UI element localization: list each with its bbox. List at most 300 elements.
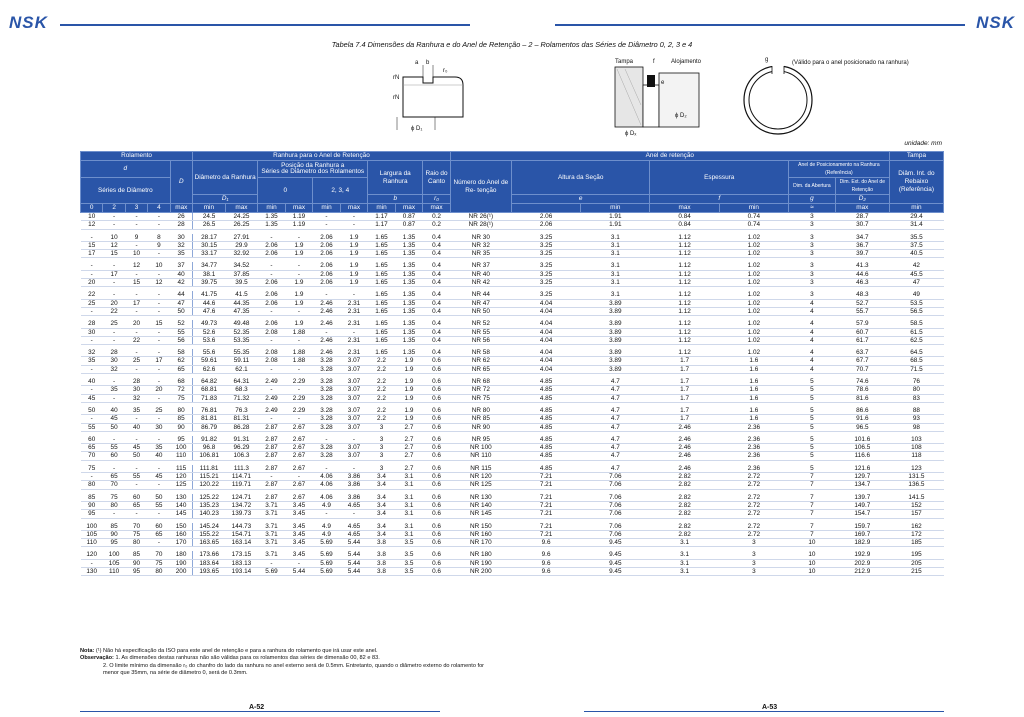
table-cell: 3.89 (581, 357, 650, 365)
table-cell: - (285, 307, 313, 315)
table-cell: 2.06 (313, 234, 341, 242)
table-cell: 17 (81, 250, 103, 258)
table-cell: 106.3 (225, 452, 258, 460)
table-cell: 2.87 (258, 465, 286, 473)
table-cell: 103 (889, 436, 943, 444)
table-cell: 3.5 (395, 559, 423, 567)
table-cell: 0.4 (423, 279, 451, 287)
note-line (80, 648, 944, 655)
table-cell: 0.6 (423, 523, 451, 531)
table-cell: - (340, 291, 368, 299)
table-cell: 22 (125, 336, 147, 344)
table-cell: 0.4 (423, 241, 451, 249)
table-cell: - (258, 386, 286, 394)
table-cell: 30.7 (835, 221, 889, 229)
table-cell: 9.6 (511, 551, 580, 559)
table-cell: 7 (788, 530, 835, 538)
table-cell: 0.6 (423, 415, 451, 423)
table-cell: 17 (103, 270, 125, 278)
table-cell: 2.67 (285, 452, 313, 460)
table-cell: 4.04 (511, 320, 580, 328)
table-cell: - (148, 510, 170, 518)
table-cell: 12 (103, 241, 125, 249)
label-d1: ϕ D₁ (411, 126, 423, 132)
table-cell: 9 (148, 241, 170, 249)
table-cell: 3.1 (395, 523, 423, 531)
table-cell: 0.4 (423, 234, 451, 242)
table-cell: 10 (81, 213, 103, 221)
table-cell: - (340, 328, 368, 336)
table-cell: 3.8 (368, 559, 396, 567)
table-cell: 24.5 (193, 213, 226, 221)
table-cell: 4 (788, 320, 835, 328)
table-cell: 124.71 (225, 494, 258, 502)
table-cell: 1.65 (368, 234, 396, 242)
table-cell: 41.75 (193, 291, 226, 299)
table-cell: 2.2 (368, 394, 396, 402)
table-cell: 80 (103, 501, 125, 509)
table-cell: 173.15 (225, 551, 258, 559)
table-cell: 190 (170, 559, 192, 567)
table-cell: 3.1 (395, 530, 423, 538)
table-cell: NR 52 (450, 320, 511, 328)
table-cell: 7.21 (511, 530, 580, 538)
nota-label: Nota: (80, 648, 95, 654)
table-cell: 15 (81, 241, 103, 249)
table-cell: 182.9 (835, 539, 889, 547)
table-cell: 2.29 (285, 378, 313, 386)
table-cell: 0.6 (423, 510, 451, 518)
table-cell: 3.1 (581, 291, 650, 299)
table-cell: - (81, 365, 103, 373)
table-cell: 59.61 (193, 357, 226, 365)
table-cell: 1.35 (395, 250, 423, 258)
table-cell: 3.45 (285, 530, 313, 538)
table-cell: 30.15 (193, 241, 226, 249)
table-cell: 60 (103, 452, 125, 460)
table-cell: - (125, 436, 147, 444)
table-cell: 3.86 (340, 494, 368, 502)
table-cell: 86.79 (193, 423, 226, 431)
table-cell: 36.7 (835, 241, 889, 249)
nota-text: (¹) Não há especificação da ISO para este anel de retenção e para a ranhura do rolamento que irá usar este anel. (95, 648, 378, 654)
table-cell: 149.7 (835, 501, 889, 509)
table-cell: 67.7 (835, 357, 889, 365)
table-cell: 44 (170, 291, 192, 299)
table-cell: 45 (148, 473, 170, 481)
label-f: f (653, 59, 655, 65)
table-cell: 3.45 (285, 501, 313, 509)
table-cell: 41.5 (225, 291, 258, 299)
table-cell: 98 (889, 423, 943, 431)
table-cell: 3.28 (313, 444, 341, 452)
table-cell: 96.5 (835, 423, 889, 431)
table-cell: 1.9 (285, 291, 313, 299)
table-cell: NR 30 (450, 234, 511, 242)
table-cell: - (285, 559, 313, 567)
header-f: f (650, 195, 789, 204)
header-anel: Anel de retenção (450, 152, 889, 161)
subheader-row (81, 204, 944, 213)
table-cell: 3.1 (650, 559, 719, 567)
table-cell: 0.6 (423, 494, 451, 502)
table-cell: 80 (148, 567, 170, 575)
table-cell: 33.17 (193, 250, 226, 258)
table-cell: 2.2 (368, 365, 396, 373)
brand-logo-left: NSK (9, 13, 48, 32)
table-cell: 44.6 (835, 270, 889, 278)
table-cell: 1.65 (368, 349, 396, 357)
table-cell: 2.06 (258, 320, 286, 328)
table-cell: - (148, 328, 170, 336)
table-cell: 32.92 (225, 250, 258, 258)
table-cell: 1.9 (340, 262, 368, 270)
table-cell: 1.6 (719, 365, 788, 373)
table-cell: 91.6 (835, 415, 889, 423)
table-cell: 3.28 (313, 394, 341, 402)
table-cell: 5 (788, 423, 835, 431)
table-cell: - (148, 481, 170, 489)
table-cell: 3.86 (340, 473, 368, 481)
header-anel-pos: Anel de Posicionamento na Ranhura (Referência) (788, 161, 889, 178)
table-cell: - (313, 436, 341, 444)
table-cell: 55.7 (835, 307, 889, 315)
table-cell: 70.7 (835, 365, 889, 373)
table-cell: 40 (81, 378, 103, 386)
table-cell: 1.9 (285, 279, 313, 287)
table-cell: 115.21 (193, 473, 226, 481)
table-cell: 180 (170, 551, 192, 559)
table-cell: 32 (125, 394, 147, 402)
table-cell: 85 (170, 415, 192, 423)
table-cell: 1.9 (340, 270, 368, 278)
table-cell: NR 44 (450, 291, 511, 299)
housing-figure (595, 55, 715, 137)
table-cell: 7.21 (511, 501, 580, 509)
table-cell: 15 (125, 279, 147, 287)
table-cell: 3 (788, 262, 835, 270)
table-cell: 0.4 (423, 336, 451, 344)
table-cell: 0.4 (423, 320, 451, 328)
table-cell: 0.87 (395, 213, 423, 221)
table-cell: - (258, 262, 286, 270)
table-cell: 31.4 (889, 221, 943, 229)
table-cell: 32 (81, 349, 103, 357)
table-cell: 1.88 (285, 349, 313, 357)
table-cell: 2.72 (719, 501, 788, 509)
table-cell: 120 (81, 551, 103, 559)
header-posicao-label: Posição da Ranhura a (281, 161, 345, 169)
table-cell: 1.12 (650, 328, 719, 336)
table-cell: - (103, 436, 125, 444)
table-cell: 0.4 (423, 250, 451, 258)
groove-ring-table (80, 151, 944, 576)
table-cell: 70 (125, 523, 147, 531)
table-cell: 75 (125, 530, 147, 538)
table-cell: 2.29 (285, 394, 313, 402)
table-cell: - (340, 436, 368, 444)
header-d: d (81, 161, 171, 178)
table-cell: 4.85 (511, 444, 580, 452)
table-cell: 3 (368, 452, 396, 460)
table-cell: 35 (148, 444, 170, 452)
table-cell: 2.67 (285, 444, 313, 452)
table-cell: 3.07 (340, 386, 368, 394)
table-cell: 45.5 (889, 270, 943, 278)
table-cell: 85 (125, 551, 147, 559)
footer-rule-left (80, 711, 440, 712)
table-cell: 2.87 (258, 494, 286, 502)
table-cell: 1.88 (285, 357, 313, 365)
table-cell: 154.71 (225, 530, 258, 538)
table-cell: - (125, 365, 147, 373)
label-dx: ϕ Dₓ (625, 131, 637, 137)
subheader-cell: min (258, 204, 286, 213)
page-number-right: A-53 (762, 704, 778, 711)
table-cell: 1.35 (395, 299, 423, 307)
table-cell: 1.12 (650, 234, 719, 242)
table-cell: 25 (125, 357, 147, 365)
header-numero: Número do Anel de Re- tenção (450, 161, 511, 213)
table-cell: 3 (368, 436, 396, 444)
table-cell: 3.89 (581, 349, 650, 357)
table-cell: NR 180 (450, 551, 511, 559)
table-cell: 0.6 (423, 551, 451, 559)
table-cell: 193.14 (225, 567, 258, 575)
table-cell: 81.31 (225, 415, 258, 423)
table-cell: 50 (125, 452, 147, 460)
table-cell: 1.7 (650, 365, 719, 373)
table-cell: 40 (103, 407, 125, 415)
table-cell: 28 (170, 221, 192, 229)
table-cell: 1.35 (258, 213, 286, 221)
table-cell: 70 (81, 452, 103, 460)
table-cell: 2.82 (650, 481, 719, 489)
table-cell: 1.6 (719, 378, 788, 386)
table-cell: 202.9 (835, 559, 889, 567)
table-cell: 4.9 (313, 523, 341, 531)
table-cell: 5 (788, 386, 835, 394)
table-cell: 68.5 (889, 357, 943, 365)
table-cell: 5 (788, 436, 835, 444)
table-cell: 1.9 (395, 357, 423, 365)
table-cell: 7 (788, 523, 835, 531)
table-cell: 8 (148, 234, 170, 242)
header-diam-int: Diâm. Int. do Rebaixo (Referência) (889, 161, 943, 204)
table-cell: 55.6 (193, 349, 226, 357)
header-dim-ext: Dim. Ext. do Anel de Retenção (835, 178, 889, 195)
table-cell: - (125, 241, 147, 249)
table-cell: 3.1 (650, 539, 719, 547)
table-cell: 141.5 (889, 494, 943, 502)
label-r0: r₀ (443, 68, 448, 74)
table-cell: 40.5 (889, 250, 943, 258)
table-cell: 1.12 (650, 299, 719, 307)
table-cell: 1.9 (395, 407, 423, 415)
table-cell: 45 (81, 394, 103, 402)
table-cell: 2.82 (650, 501, 719, 509)
table-cell: 64.82 (193, 378, 226, 386)
table-cell: 76.3 (225, 407, 258, 415)
table-cell: 35.5 (889, 234, 943, 242)
table-cell: - (285, 234, 313, 242)
table-cell: - (103, 279, 125, 287)
table-cell: 144.73 (225, 523, 258, 531)
label-b: b (426, 60, 430, 66)
table-cell: 76.81 (193, 407, 226, 415)
table-cell: 3.25 (511, 279, 580, 287)
table-cell: 29.4 (889, 213, 943, 221)
table-cell: 3.1 (650, 567, 719, 575)
table-cell: 4.85 (511, 394, 580, 402)
table-cell: 25 (103, 320, 125, 328)
table-cell: 145.24 (193, 523, 226, 531)
table-cell: - (103, 262, 125, 270)
table-cell: - (125, 415, 147, 423)
table-cell: 3.5 (395, 567, 423, 575)
table-cell: 4.7 (581, 378, 650, 386)
table-cell: 60.7 (835, 328, 889, 336)
table-cell: 4.06 (313, 473, 341, 481)
table-cell: 32 (103, 365, 125, 373)
table-cell: - (313, 221, 341, 229)
header-series-rolamentos: Séries de Diâmetro dos Rolamentos (261, 168, 365, 175)
table-cell: 212.9 (835, 567, 889, 575)
table-cell: 52.35 (225, 328, 258, 336)
table-cell: 75 (170, 394, 192, 402)
table-cell: 3.28 (313, 365, 341, 373)
subheader-cell: min (193, 204, 226, 213)
table-cell: - (258, 234, 286, 242)
table-cell: 34.77 (193, 262, 226, 270)
table-cell: 172 (889, 530, 943, 538)
table-cell: 5 (788, 465, 835, 473)
table-cell: 7.06 (581, 481, 650, 489)
table-cell: 0.6 (423, 452, 451, 460)
table-cell: - (340, 465, 368, 473)
table-cell: 134.7 (835, 481, 889, 489)
table-cell: - (81, 270, 103, 278)
table-cell: 0.4 (423, 349, 451, 357)
table-cell: 3.28 (313, 452, 341, 460)
table-cell: - (125, 270, 147, 278)
table-cell: - (258, 336, 286, 344)
table-cell: 3.45 (285, 539, 313, 547)
table-cell: - (81, 415, 103, 423)
table-cell: 39.75 (193, 279, 226, 287)
table-cell: 110 (103, 567, 125, 575)
table-cell: NR 26(¹) (450, 213, 511, 221)
table-cell: 7.21 (511, 510, 580, 518)
table-cell: 4.04 (511, 299, 580, 307)
table-cell: 1.9 (340, 279, 368, 287)
table-cell: 80 (125, 539, 147, 547)
table-cell: 56 (170, 336, 192, 344)
table-cell: NR 110 (450, 452, 511, 460)
table-cell: 1.9 (285, 250, 313, 258)
table-cell: 3.5 (395, 539, 423, 547)
table-cell: - (148, 539, 170, 547)
table-cell: 10 (148, 262, 170, 270)
table-cell: 91.82 (193, 436, 226, 444)
label-d2: ϕ D₂ (675, 113, 687, 119)
table-cell: 65 (103, 473, 125, 481)
table-cell: 22 (81, 291, 103, 299)
table-row (81, 494, 944, 502)
table-cell: 50 (81, 407, 103, 415)
table-cell: 0.6 (423, 539, 451, 547)
table-cell: 2.2 (368, 357, 396, 365)
table-cell: 3.45 (285, 523, 313, 531)
table-cell: 2.82 (650, 473, 719, 481)
table-cell: 1.19 (285, 213, 313, 221)
table-cell: 1.35 (395, 241, 423, 249)
table-cell: 7.06 (581, 510, 650, 518)
table-cell: 5 (788, 415, 835, 423)
table-cell: 17 (148, 357, 170, 365)
table-cell: 28 (103, 349, 125, 357)
table-cell: 55 (148, 501, 170, 509)
table-cell: - (285, 336, 313, 344)
header-s234: 2, 3, 4 (313, 178, 368, 204)
table-cell: 0.74 (719, 221, 788, 229)
table-cell: - (148, 299, 170, 307)
table-cell: 1.65 (368, 270, 396, 278)
table-cell: - (125, 349, 147, 357)
table-cell: NR 72 (450, 386, 511, 394)
table-cell: 81.6 (835, 394, 889, 402)
table-cell: 2.2 (368, 407, 396, 415)
table-cell: 2.06 (511, 221, 580, 229)
table-cell: 75 (103, 494, 125, 502)
table-cell: 136.5 (889, 481, 943, 489)
table-cell: 2.46 (650, 444, 719, 452)
table-cell: 3.1 (395, 481, 423, 489)
table-cell: 61.5 (889, 328, 943, 336)
table-cell: 2.67 (285, 423, 313, 431)
table-cell: 3.1 (395, 510, 423, 518)
table-cell: 111.81 (193, 465, 226, 473)
table-cell: 57.9 (835, 320, 889, 328)
table-cell: 95 (170, 436, 192, 444)
table-cell: 5.69 (313, 567, 341, 575)
table-cell: - (285, 365, 313, 373)
label-g: g (765, 57, 769, 63)
table-cell: - (148, 221, 170, 229)
table-cell: 20 (81, 279, 103, 287)
table-cell: 3 (719, 539, 788, 547)
table-cell: 131.5 (889, 473, 943, 481)
table-cell: 7 (788, 473, 835, 481)
table-row (81, 221, 944, 229)
table-cell: 2.46 (650, 423, 719, 431)
table-cell: 7 (788, 481, 835, 489)
table-cell: 60 (81, 436, 103, 444)
subheader-cell: min (313, 204, 341, 213)
table-cell: 2.87 (258, 423, 286, 431)
table-cell: 10 (125, 250, 147, 258)
table-cell: 88 (889, 407, 943, 415)
table-cell: 3.07 (340, 423, 368, 431)
table-cell: 39.5 (225, 279, 258, 287)
table-cell: - (81, 336, 103, 344)
table-cell: 2.46 (313, 307, 341, 315)
table-cell: NR 120 (450, 473, 511, 481)
table-cell: 4.7 (581, 465, 650, 473)
table-cell: 26.25 (225, 221, 258, 229)
table-cell: 0.87 (395, 221, 423, 229)
table-cell: - (103, 213, 125, 221)
